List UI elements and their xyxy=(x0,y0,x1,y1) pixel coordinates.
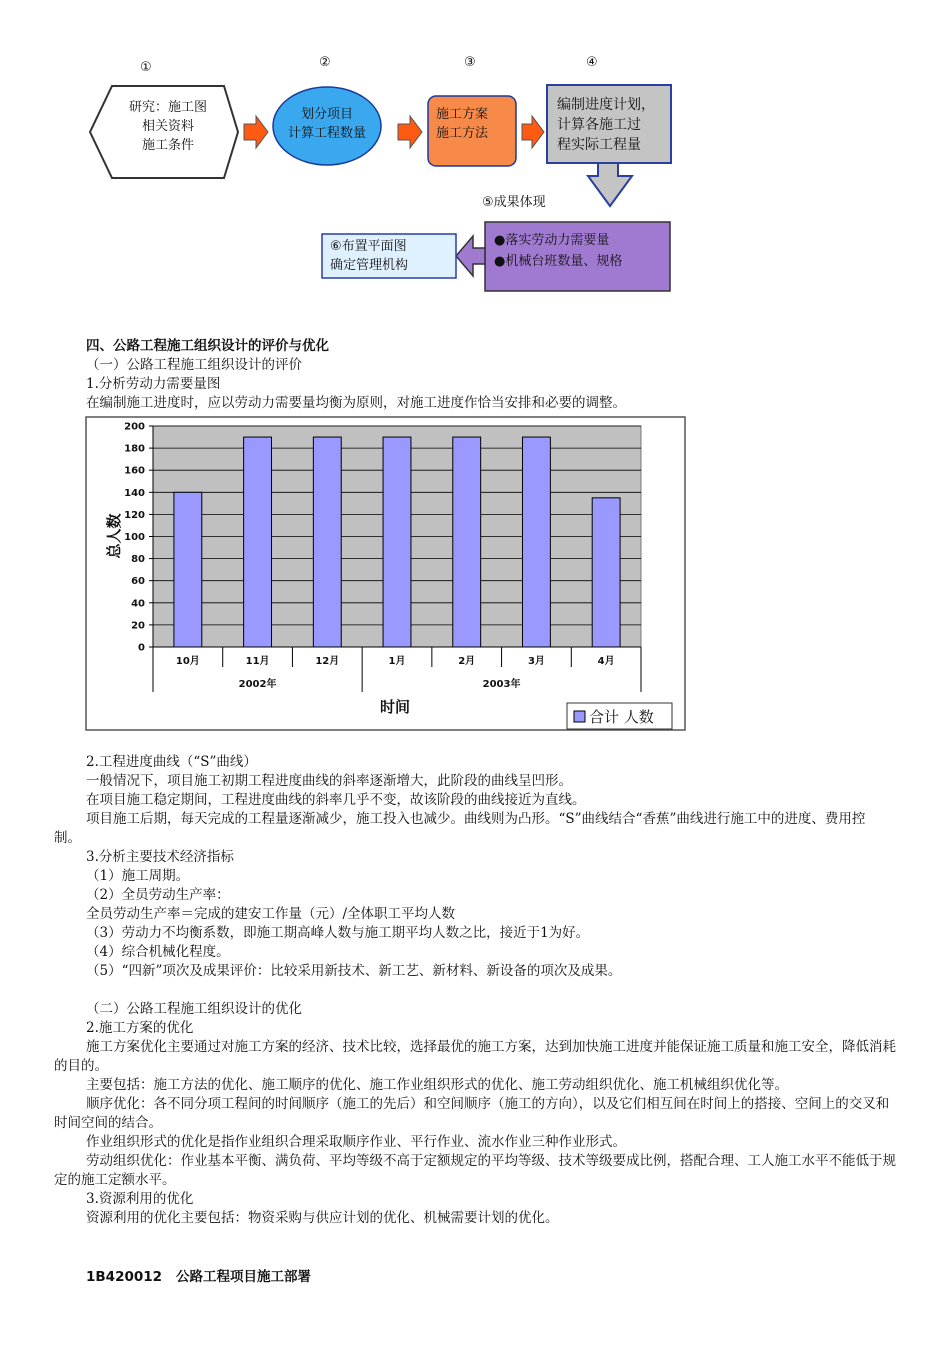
sub2-p2: 主要包括：施工方法的优化、施工顺序的优化、施工作业组织形式的优化、施工劳动组织优化、施工机械组织优化等。 xyxy=(86,1077,788,1093)
step4-line: 程实际工程量 xyxy=(557,137,641,153)
item3-l6: （5）“四新”项次及成果评价：比较采用新技术、新工艺、新材料、新设备的项次及成果。 xyxy=(86,963,622,979)
footer-heading xyxy=(86,1268,311,1287)
legend-swatch xyxy=(574,711,585,722)
category-label: 1月 xyxy=(388,656,406,667)
sub2-p6: 资源利用的优化主要包括：物资采购与供应计划的优化、机械需要计划的优化。 xyxy=(86,1210,559,1226)
group-label: 2003年 xyxy=(482,679,521,690)
bar xyxy=(453,437,481,647)
item1-text: 在编制施工进度时，应以劳动力需要量均衡为原则，对施工进度作恰当安排和必要的调整。 xyxy=(86,395,626,411)
section4-sub1: （一）公路工程施工组织设计的评价 xyxy=(86,357,302,373)
step6-line: ⑥布置平面图 xyxy=(330,239,407,254)
y-tick-label: 100 xyxy=(124,532,145,543)
step4-number: ④ xyxy=(586,55,598,70)
step5-line: ●机械台班数量、规格 xyxy=(494,254,623,269)
step5-text xyxy=(494,230,622,272)
step1-line: 施工条件 xyxy=(141,138,194,153)
category-label: 4月 xyxy=(597,656,615,667)
step3-number: ③ xyxy=(464,55,476,70)
item3-l4: （3）劳动力不均衡系数，即施工期高峰人数与施工期平均人数之比，接近于1为好。 xyxy=(86,925,590,941)
step1-line: 相关资料 xyxy=(141,119,194,134)
legend-label: 合计 人数 xyxy=(589,708,654,726)
item2-p1: 一般情况下，项目施工初期工程进度曲线的斜率逐渐增大，此阶段的曲线呈凹形。 xyxy=(86,773,572,789)
item2-p2: 在项目施工稳定期间，工程进度曲线的斜率几乎不变，故该阶段的曲线接近为直线。 xyxy=(86,792,586,808)
sub2-p5: 劳动组织优化：作业基本平衡、满负荷、平均等级不高于定额规定的平均等级、技术等级要成比例，搭配合理、工人施工水平不能低于规定的施工定额水平。 xyxy=(54,1153,896,1188)
item2-title: 2.工程进度曲线（“S”曲线） xyxy=(86,754,257,770)
bar xyxy=(313,437,341,647)
category-label: 12月 xyxy=(315,656,340,667)
y-tick-label: 0 xyxy=(138,642,145,654)
step2-text xyxy=(273,105,381,143)
sub2-item3-title: 3.资源利用的优化 xyxy=(86,1191,194,1207)
step6-text xyxy=(330,237,408,275)
y-tick-label: 80 xyxy=(131,554,145,566)
sub2-p1: 施工方案优化主要通过对施工方案的经济、技术比较，选择最优的施工方案，达到加快施工进度并能保证施工质量和施工安全，降低消耗的目的。 xyxy=(54,1039,896,1074)
arrow-left xyxy=(456,236,485,276)
step1-line: 研究：施工图 xyxy=(128,100,207,115)
category-label: 10月 xyxy=(175,656,200,667)
step2-number: ② xyxy=(319,55,331,70)
step2-line: 计算工程数量 xyxy=(287,126,366,141)
category-label: 11月 xyxy=(245,656,270,667)
bar xyxy=(592,498,620,647)
bar xyxy=(522,437,550,647)
item3-l5: （4）综合机械化程度。 xyxy=(86,944,230,960)
step1-text xyxy=(106,98,230,155)
category-label: 3月 xyxy=(527,656,545,667)
arrow-down xyxy=(588,163,632,206)
chart-xlabel: 时间 xyxy=(379,698,411,716)
step4-text xyxy=(557,95,655,155)
step1-number: ① xyxy=(140,60,152,75)
item1-title: 1.分析劳动力需要量图 xyxy=(86,376,221,392)
y-tick-label: 40 xyxy=(131,598,145,610)
y-tick-label: 120 xyxy=(124,509,145,521)
bar xyxy=(383,437,411,647)
group-label: 2002年 xyxy=(238,679,277,690)
sub2-p4: 作业组织形式的优化是指作业组织合理采取顺序作业、平行作业、流水作业三种作业形式。 xyxy=(86,1134,626,1150)
footer-title: 公路工程项目施工部署 xyxy=(176,1269,312,1285)
step4-line: 计算各施工过 xyxy=(557,117,641,133)
labor-chart xyxy=(85,416,686,731)
step2-line: 划分项目 xyxy=(300,107,353,122)
item3-title: 3.分析主要技术经济指标 xyxy=(86,849,234,865)
step4-line: 编制进度计划， xyxy=(557,97,655,113)
item2-p3: 项目施工后期，每天完成的工程量逐渐减少，施工投入也减少。曲线则为凸形。“S”曲线结合“香蕉”曲线进行施工中的进度、费用控制。 xyxy=(54,811,866,846)
bar xyxy=(174,492,202,647)
sub2-item2-title: 2.施工方案的优化 xyxy=(86,1020,194,1036)
step5-line: ●落实劳动力需要量 xyxy=(494,233,610,248)
step3-line: 施工方案 xyxy=(436,107,489,122)
sub2-title: （二）公路工程施工组织设计的优化 xyxy=(86,1001,302,1017)
y-tick-label: 140 xyxy=(124,487,145,499)
item3-l2: （2）全员劳动生产率： xyxy=(86,887,230,903)
y-tick-label: 20 xyxy=(131,620,145,632)
sub2-p3: 顺序优化：各不同分项工程间的时间顺序（施工的先后）和空间顺序（施工的方向），以及它们相互间在时间上的搭接、空间上的交叉和时间空间的结合。 xyxy=(54,1096,890,1131)
category-label: 2月 xyxy=(458,656,476,667)
item3-l1: （1）施工周期。 xyxy=(86,868,190,884)
y-tick-label: 60 xyxy=(131,576,145,588)
chart-legend xyxy=(567,703,672,729)
step5-label: ⑤成果体现 xyxy=(482,195,546,210)
bar xyxy=(244,437,272,647)
arrow-2-3 xyxy=(398,116,422,148)
step6-line: 确定管理机构 xyxy=(330,258,409,273)
arrow-1-2 xyxy=(244,116,268,148)
step3-line: 施工方法 xyxy=(436,126,489,141)
y-tick-label: 180 xyxy=(124,443,145,455)
y-tick-label: 200 xyxy=(124,421,145,433)
chart-ylabel: 总人数 xyxy=(105,513,123,559)
arrow-3-4 xyxy=(522,116,544,148)
item3-l3: 全员劳动生产率＝完成的建安工作量（元）/全体职工平均人数 xyxy=(86,906,456,922)
section4-title: 四、公路工程施工组织设计的评价与优化 xyxy=(86,338,329,354)
step3-text xyxy=(436,105,488,143)
flowchart xyxy=(0,0,950,300)
footer-code: 1B420012 xyxy=(86,1269,163,1285)
y-tick-label: 160 xyxy=(124,465,145,477)
